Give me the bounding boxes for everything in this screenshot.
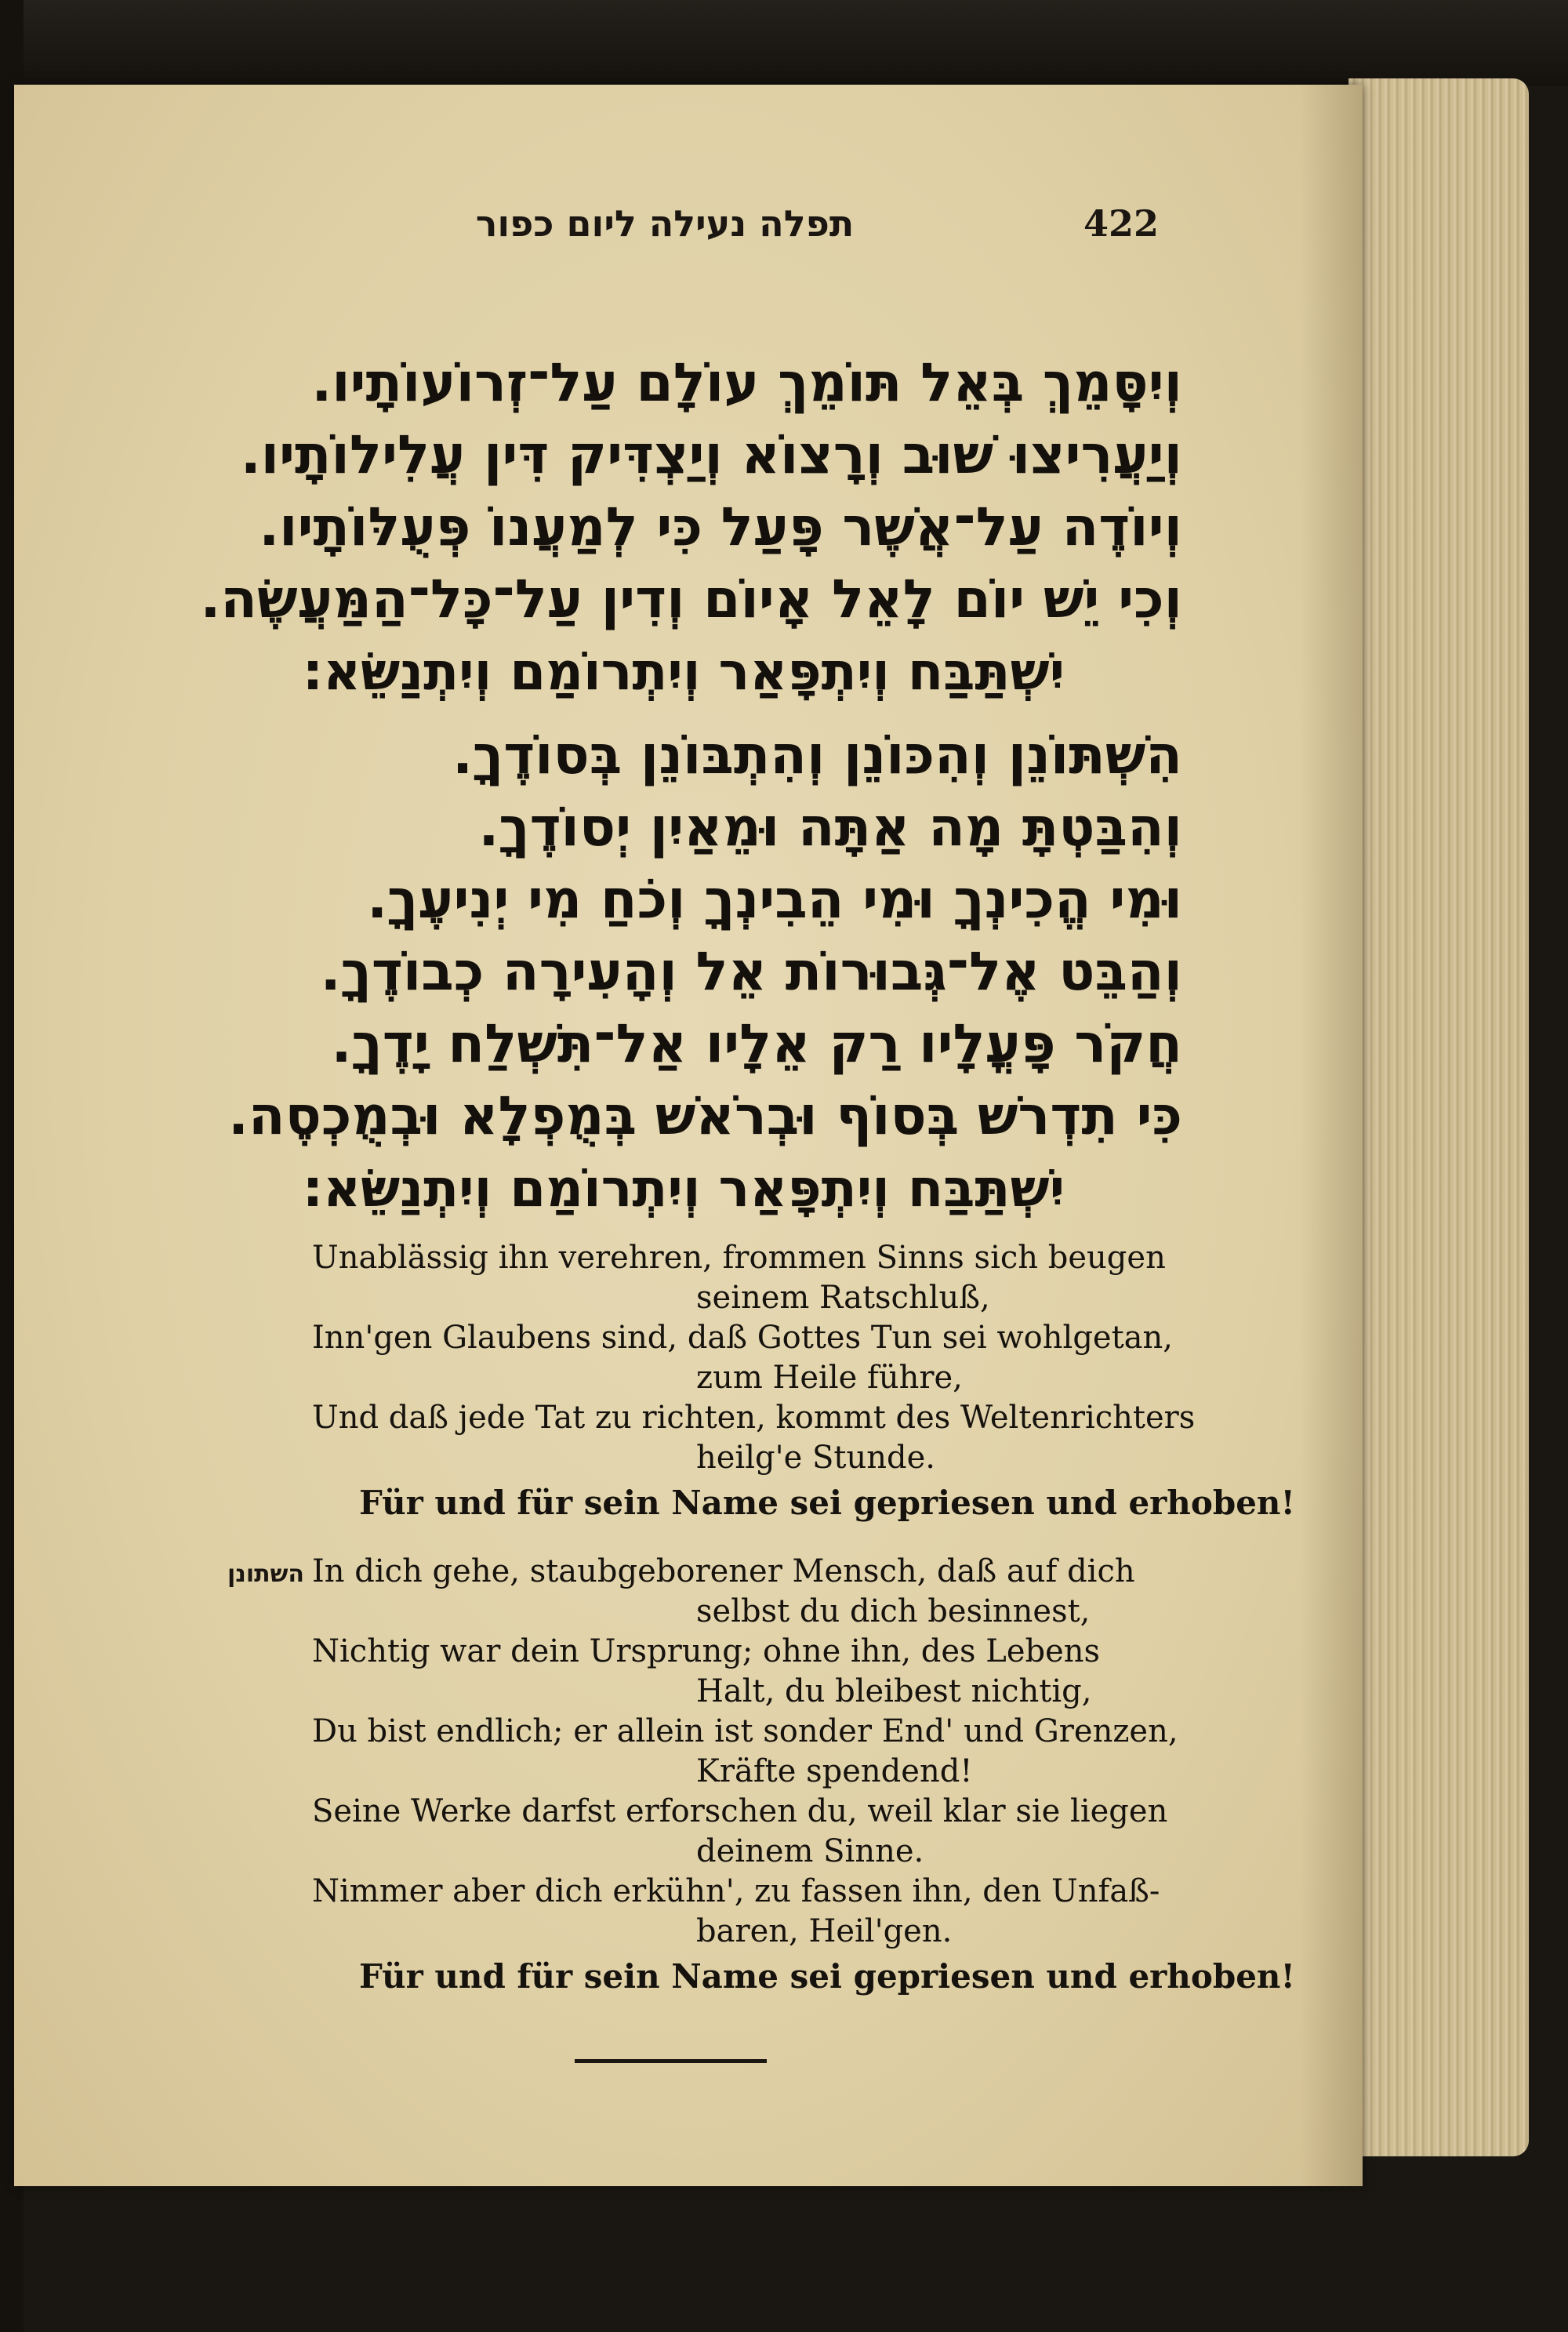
hebrew-line: הִשְׁתּוֹנֵן וְהִכּוֹנֵן וְהִתְבּוֹנֵן בְּסוֹדֶךָ.	[452, 725, 1182, 786]
page-number: 422	[1083, 202, 1159, 245]
german-line: Nichtig war dein Ursprung; ohne ihn, des Lebens	[312, 1633, 1101, 1669]
hebrew-refrain: יִשְׁתַּבַּח וְיִתְפָּאַר וְיִתְרוֹמַם וְיִתְנַשֵּׂא:	[302, 641, 1065, 702]
hebrew-refrain: יִשְׁתַּבַּח וְיִתְפָּאַר וְיִתְרוֹמַם וְיִתְנַשֵּׂא:	[302, 1158, 1065, 1219]
hebrew-line: חֲקֹר פָּעֳלָיו רַק אֵלָיו אַל־תִּשְׁלַח יָדֶךָ.	[331, 1013, 1182, 1075]
page-stack-edge	[1348, 78, 1529, 2156]
hebrew-line: כִּי תִדְרשׁ בְּסוֹף וּבְרֹאשׁ בְּמֻפְלָא וּבְמֻכְסֶה.	[228, 1085, 1182, 1147]
german-stanza-1	[312, 1237, 1295, 1529]
hebrew-line: וְיוֹדֶה עַל־אֲשֶׁר פָּעַל כִּי לְמַעֲנוֹ פְּעֻלּוֹתָיו.	[259, 496, 1182, 558]
hebrew-line: וְכִי יֵשׁ יוֹם לָאֵל אָיוֹם וְדִין עַל־כָּל־הַמַּעֲשֶׂה.	[200, 568, 1182, 630]
hebrew-line: וּמִי הֱכִינְךָ וּמִי הֵבִינְךָ וְכֹחַ מִי יְנִיעֶךָ.	[367, 869, 1182, 931]
hebrew-line: וְהַבֵּט אֶל־גְּבוּרוֹת אֵל וְהָעִירָה כְבוֹדֶךָ.	[320, 941, 1182, 1003]
german-refrain: Für und für sein Name sei gepriesen und erhoben!	[359, 1957, 1295, 1996]
german-line-continuation: baren, Heil'gen.	[696, 1913, 953, 1949]
hebrew-line: וְיַעֲרִיצוּ שׁוּב וְרָצוֹא וְיַצְדִּיק דִּין עֲלִילוֹתָיו.	[240, 424, 1182, 486]
running-head	[469, 202, 1159, 265]
german-line: Und daß jede Tat zu richten, kommt des Weltenrichters	[312, 1400, 1196, 1436]
hebrew-line: וְיִסָּמֵךְ בְּאֵל תּוֹמֵךְ עוֹלָם עַל־זְרוֹעוֹתָיו.	[311, 352, 1182, 414]
hebrew-line: וְהִבַּטְתָּ מָה אַתָּה וּמֵאַיִן יְסוֹדֶךָ.	[478, 797, 1182, 859]
hebrew-stanza-1	[200, 347, 1182, 708]
german-line-continuation: selbst du dich besinnest,	[696, 1593, 1091, 1629]
german-line-continuation: deinem Sinne.	[696, 1833, 924, 1869]
german-stanza-2	[312, 1551, 1295, 2003]
hebrew-stanza-2	[228, 720, 1182, 1225]
book-page	[14, 85, 1363, 2186]
margin-note: השתונן	[227, 1560, 304, 1588]
german-line-continuation: heilg'e Stunde.	[696, 1440, 935, 1476]
section-divider-rule	[575, 2059, 767, 2063]
german-line: In dich gehe, staubgeborener Mensch, daß auf dich	[312, 1553, 1135, 1589]
german-line-continuation: Halt, du bleibest nichtig,	[696, 1673, 1092, 1709]
german-line-continuation: Kräfte spendend!	[696, 1753, 973, 1789]
german-line: Unablässig ihn verehren, frommen Sinns sich beugen	[312, 1240, 1166, 1276]
german-line-continuation: zum Heile führe,	[696, 1360, 963, 1396]
german-line: Inn'gen Glaubens sind, daß Gottes Tun sei wohlgetan,	[312, 1320, 1173, 1356]
running-title: תפלה נעילה ליום כפור	[475, 202, 855, 245]
german-line: Nimmer aber dich erkühn', zu fassen ihn, den Unfaß-	[312, 1873, 1160, 1909]
book-cover-top	[0, 0, 1568, 86]
german-line: Du bist endlich; er allein ist sonder End' und Grenzen,	[312, 1713, 1178, 1749]
german-line-continuation: seinem Ratschluß,	[696, 1280, 990, 1316]
german-refrain: Für und für sein Name sei gepriesen und erhoben!	[359, 1484, 1295, 1522]
german-line: Seine Werke darfst erforschen du, weil klar sie liegen	[312, 1793, 1168, 1829]
